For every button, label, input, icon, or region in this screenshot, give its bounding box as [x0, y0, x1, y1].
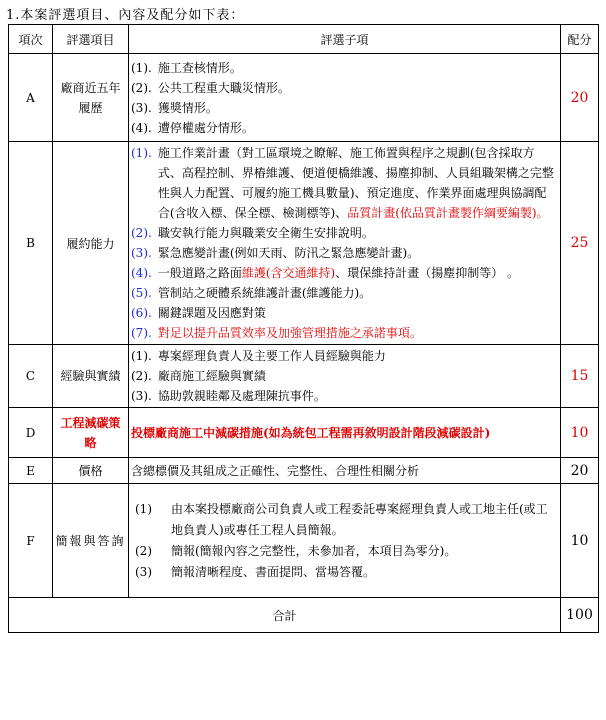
row-category: 工程減碳策略 [53, 408, 129, 458]
table-row [9, 345, 599, 408]
table-heading: 1.本案評選項目、內容及配分如下表： [6, 8, 245, 23]
row-score: 20 [561, 54, 599, 142]
total-label: 合計 [9, 598, 561, 633]
item-number: (2). [131, 226, 152, 240]
item-number: (7). [131, 326, 152, 340]
row-category: 經驗與實績 [53, 345, 129, 408]
item-number: (5). [131, 286, 152, 300]
item-text [152, 263, 519, 283]
item-number: (2). [131, 80, 152, 95]
header-item: 評選項目 [53, 25, 129, 54]
item-text: 職安執行能力與職業安全衛生安排說明。 [157, 226, 374, 240]
table-row [9, 54, 599, 142]
item-text: 協助敦親睦鄰及處理陳抗事件。 [157, 389, 326, 403]
item-number: (1). [131, 349, 152, 363]
item-text: 廠商施工經驗與實績 [157, 369, 266, 383]
item-text: 施工查核情形。 [157, 60, 242, 75]
list-item [131, 541, 558, 562]
item-number: (3). [131, 100, 152, 115]
item-number: (6). [131, 306, 152, 320]
item-number: (3). [131, 246, 152, 260]
item-number: (3). [131, 389, 152, 403]
row-items [129, 484, 561, 598]
item-text: 簡報清晰程度、書面提問、當場答覆。 [171, 564, 376, 579]
row-no: D [9, 408, 53, 458]
item-number: (3) [135, 564, 152, 579]
item-text: 關鍵課題及因應對策 [157, 306, 266, 320]
list-item [131, 303, 558, 323]
total-row [9, 598, 599, 633]
row-items [129, 345, 561, 408]
row-no: A [9, 54, 53, 142]
list-item [131, 323, 558, 343]
list-item [131, 98, 558, 118]
header-score: 配分 [561, 25, 599, 54]
item-text: 公共工程重大職災情形。 [157, 80, 290, 95]
item-text: 專案經理負責人及主要工作人員經驗與能力 [157, 349, 386, 363]
list-item [131, 243, 558, 263]
item-text: 管制站之硬體系統維護計畫(維護能力)。 [157, 286, 372, 300]
row-category: 簡報與答詢 [53, 484, 129, 598]
row-no: C [9, 345, 53, 408]
header-no: 項次 [9, 25, 53, 54]
list-item [131, 58, 558, 78]
list-item [131, 223, 558, 243]
list-item [131, 366, 558, 386]
list-item [131, 283, 558, 303]
item-text [152, 143, 558, 223]
table-row [9, 142, 599, 345]
item-text-plain: 施工作業計畫（對工區環境之瞭解、施工佈置與程序之規劃(包含採取方式、高程控制、界樁維護、便道便橋維護、揚塵抑制、人員組職架構之完整性與人力配置、可履約施工機具數量)、預定進度、作業界面處理與協調配合(含收入標、保全標、檢測標等)、 [157, 146, 554, 220]
item-text-plain: 一般道路之路面 [157, 266, 242, 280]
list-item [131, 263, 558, 283]
item-number: (1). [131, 60, 152, 75]
list-item [131, 143, 558, 223]
item-text-red: 品質計畫(依品質計畫製作綱要編製)。 [347, 206, 549, 220]
row-category: 廠商近五年履歷 [53, 54, 129, 142]
row-items [129, 142, 561, 345]
total-score: 100 [561, 598, 599, 633]
item-number: (4). [131, 120, 152, 135]
item-text: 緊急應變計畫(例如天雨、防汛之緊急應變計畫)。 [157, 246, 420, 260]
item-number: (2). [131, 369, 152, 383]
list-item [131, 118, 558, 138]
row-score: 10 [561, 408, 599, 458]
item-number: (2) [135, 543, 152, 558]
row-score: 15 [561, 345, 599, 408]
header-row [9, 25, 599, 54]
item-text: 由本案投標廠商公司負責人或工程委託專案經理負責人或工地主任(或工地負責人)或專任工程人員簡報。 [171, 501, 548, 537]
row-category: 履約能力 [53, 142, 129, 345]
item-number: (1) [135, 501, 152, 516]
row-score: 20 [561, 458, 599, 484]
item-text: 遭停權處分情形。 [157, 120, 254, 135]
list-item [131, 78, 558, 98]
item-text-plain: 、環保維持計畫（揚塵抑制等） 。 [335, 266, 520, 280]
row-score: 25 [561, 142, 599, 345]
table-row [9, 458, 599, 484]
table-row [9, 484, 599, 598]
item-number: (1). [131, 146, 152, 160]
item-text: 對足以提升品質效率及加強管理措施之承諾事項。 [157, 326, 422, 340]
item-text: 獲獎情形。 [157, 100, 218, 115]
item-number: (4). [131, 266, 152, 280]
list-item [131, 499, 558, 541]
row-score: 10 [561, 484, 599, 598]
row-no: E [9, 458, 53, 484]
item-text: 簡報(簡報內容之完整性，未參加者，本項目為零分)。 [171, 543, 457, 558]
row-no: F [9, 484, 53, 598]
row-items [129, 54, 561, 142]
list-item [131, 346, 558, 366]
header-sub: 評選子項 [129, 25, 561, 54]
list-item [131, 562, 558, 583]
row-category: 價格 [53, 458, 129, 484]
row-text: 含總標價及其組成之正確性、完整性、合理性相關分析 [129, 458, 561, 484]
row-text: 投標廠商施工中減碳措施(如為統包工程需再敘明設計階段減碳設計) [129, 408, 561, 458]
table-row [9, 408, 599, 458]
row-no: B [9, 142, 53, 345]
evaluation-table [8, 24, 599, 633]
item-text-red: 維護(含交通維持) [241, 266, 336, 280]
list-item [131, 386, 558, 406]
